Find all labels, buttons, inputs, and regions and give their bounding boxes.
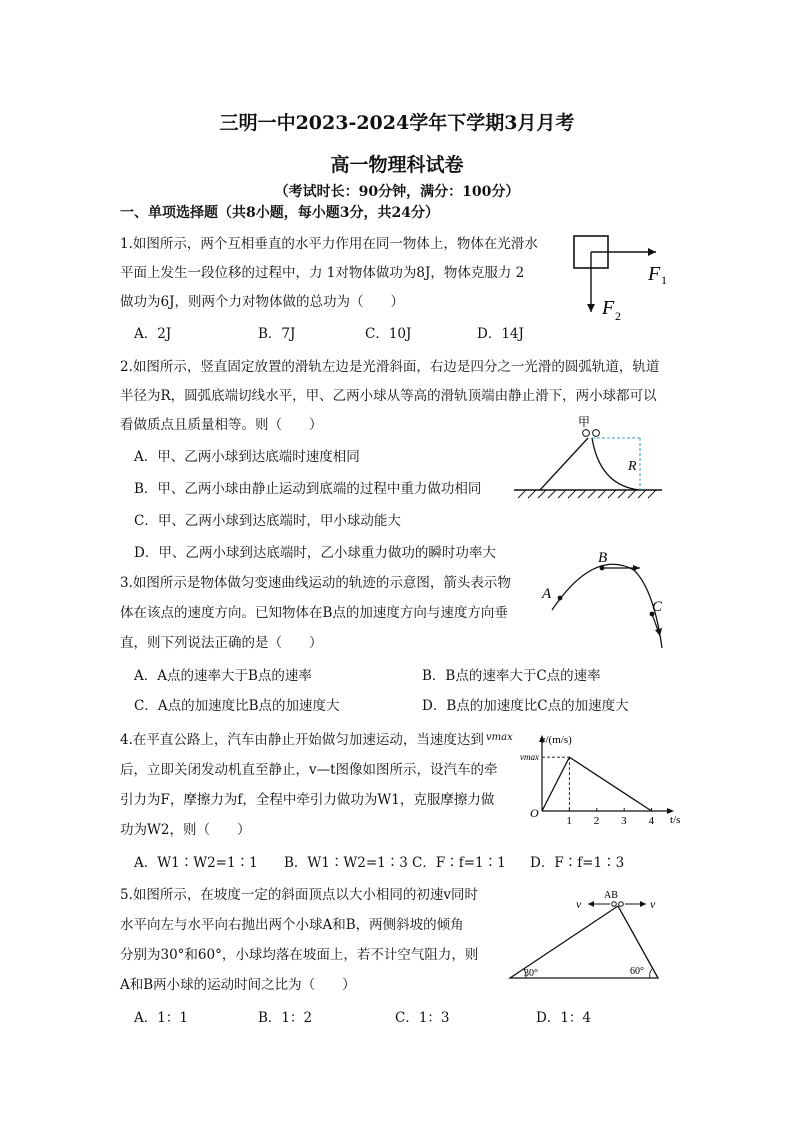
q3-line-2: 体在该点的速度方向。已知物体在B点的加速度方向与速度方向垂 (120, 605, 508, 621)
q3-figure (538, 548, 678, 652)
q2-option-d: D．甲、乙两小球到达底端时，乙小球重力做功的瞬时功率大 (134, 545, 496, 561)
q4-origin-label: O (530, 806, 539, 820)
q2-slope (540, 438, 588, 490)
q3-velocity-c-head (655, 628, 662, 636)
section-heading: 一、单项选择题（共8小题，每小题3分，共24分） (120, 205, 439, 221)
q5-option-c: C．1：3 (395, 1010, 450, 1026)
q3-line-1: 3.如图所示是物体做匀变速曲线运动的轨迹的示意图，箭头表示物 (120, 575, 511, 591)
q5-option-d: D．1：4 (536, 1010, 592, 1026)
q3-point-a (558, 596, 563, 601)
q3-option-b: B．B点的速率大于C点的速率 (422, 668, 601, 684)
q5-ball-b (619, 902, 624, 907)
q2-figure (508, 416, 668, 500)
q1-f1-sub: 1 (661, 273, 667, 287)
q2-label-r: R (628, 459, 637, 474)
q2-ground-hatch (518, 490, 656, 498)
q1-line-2: 平面上发生一段位移的过程中，力 1对物体做功为8J，物体克服力 2 (120, 265, 525, 281)
q3-trajectory (552, 564, 662, 648)
q2-option-b: B．甲、乙两小球由静止运动到底端的过程中重力做功相同 (134, 481, 482, 497)
q3-option-a: A．A点的速率大于B点的速率 (134, 668, 312, 684)
q1-line-1: 1.如图所示，两个互相垂直的水平力作用在同一物体上，物体在光滑水 (120, 236, 538, 252)
q1-option-c: C．10J (365, 326, 412, 342)
q2-label-jia: 甲 (578, 415, 591, 429)
q5-angle-right: 60° (630, 966, 644, 977)
q4-option-a: A．W1∶W2=1∶1 (134, 855, 258, 871)
q1-f1-arrowhead (648, 248, 656, 256)
q1-option-d: D．14J (477, 326, 524, 342)
q5-angle-arc-right (650, 969, 652, 978)
q4-line-3: 引力为F，摩擦力为f，全程中牵引力做功为W1，克服摩擦力做 (120, 792, 495, 808)
q1-figure (568, 228, 678, 328)
exam-title: 三明一中2023-2024学年下学期3月月考 (219, 112, 575, 134)
q4-vmax-inline: vmax (486, 732, 513, 743)
q4-x-tick-label: 1 (566, 815, 572, 827)
q4-vt-line (542, 757, 652, 811)
q4-line-1: 4.在平直公路上，汽车由静止开始做匀加速运动，当速度达到 (120, 732, 484, 748)
q2-option-a: A．甲、乙两小球到达底端时速度相同 (134, 449, 360, 465)
q5-v-left-head (588, 901, 594, 907)
q3-label-b: B (598, 550, 608, 566)
q5-label-ab: AB (604, 890, 618, 901)
q2-line-1: 2.如图所示，竖直固定放置的滑轨左边是光滑斜面，右边是四分之一光滑的圆弧轨道，轨道 (120, 359, 660, 375)
q5-line-3: 分别为30°和60°，小球均落在坡面上，若不计空气阻力，则 (120, 947, 479, 963)
q5-ball-a (612, 902, 617, 907)
q3-option-d: D．B点的加速度比C点的加速度大 (422, 698, 629, 714)
q1-f1-label: F (648, 263, 661, 285)
q1-option-b: B．7J (258, 326, 296, 342)
q4-y-label: v/(m/s) (540, 734, 572, 746)
q5-line-2: 水平向左与水平向右抛出两个小球A和B，两侧斜坡的倾角 (120, 917, 464, 933)
q5-option-a: A．1：1 (134, 1010, 188, 1026)
q4-option-b: B．W1∶W2=1∶3 (284, 855, 408, 871)
q4-x-tick-label: 2 (593, 815, 600, 827)
q5-line-1: 5.如图所示，在坡度一定的斜面顶点以大小相同的初速v同时 (120, 887, 479, 903)
q3-line-3: 直，则下列说法正确的是（ ） (120, 635, 323, 651)
q5-label-v-right: v (650, 897, 656, 911)
exam-info: （考试时长：90分钟，满分：100分） (274, 184, 520, 200)
q1-f2-label: F (602, 297, 615, 319)
q4-vt-chart (518, 733, 681, 831)
q4-option-c: C．F∶f=1∶1 (412, 855, 506, 871)
q4-line-4: 功为W2，则（ ） (120, 822, 251, 838)
q5-v-right-head (640, 901, 646, 907)
q3-velocity-b-head (633, 565, 640, 571)
q5-option-b: B．1：2 (258, 1010, 313, 1026)
q2-ball-jia (583, 430, 590, 437)
q1-f2-sub: 2 (615, 309, 621, 323)
q4-y-tick-vmax: vmax (520, 752, 539, 763)
q2-line-3: 看做质点且质量相等。则（ ） (120, 417, 323, 433)
q4-option-d: D．F∶f=1∶3 (530, 855, 625, 871)
q1-line-3: 做功为6J，则两个力对物体做的总功为（ ） (120, 294, 405, 310)
q5-label-v-left: v (576, 897, 582, 911)
q5-angle-left: 30° (524, 968, 538, 979)
q1-option-a: A．2J (134, 326, 172, 342)
q2-line-2: 半径为R，圆弧底端切线水平，甲、乙两小球从等高的滑轨顶端由静止滑下，两小球都可以 (120, 388, 657, 404)
q4-x-label: t/s (670, 814, 681, 826)
q3-label-a: A (542, 586, 552, 602)
q3-option-c: C．A点的加速度比B点的加速度大 (134, 698, 340, 714)
q4-x-tick-label: 3 (621, 815, 627, 827)
q3-label-c: C (652, 599, 663, 615)
q5-line-4: A和B两小球的运动时间之比为（ ） (120, 977, 356, 993)
exam-subtitle: 高一物理科试卷 (330, 154, 464, 176)
q5-figure (500, 886, 680, 986)
q1-f2-arrowhead (587, 304, 595, 312)
q2-ball-yi (593, 430, 600, 437)
q4-line-2: 后，立即关闭发动机直至静止，v—t图像如图所示，设汽车的牵 (120, 762, 498, 778)
q2-option-c: C．甲、乙两小球到达底端时，甲小球动能大 (134, 513, 401, 529)
q4-x-tick-label: 4 (648, 815, 655, 827)
